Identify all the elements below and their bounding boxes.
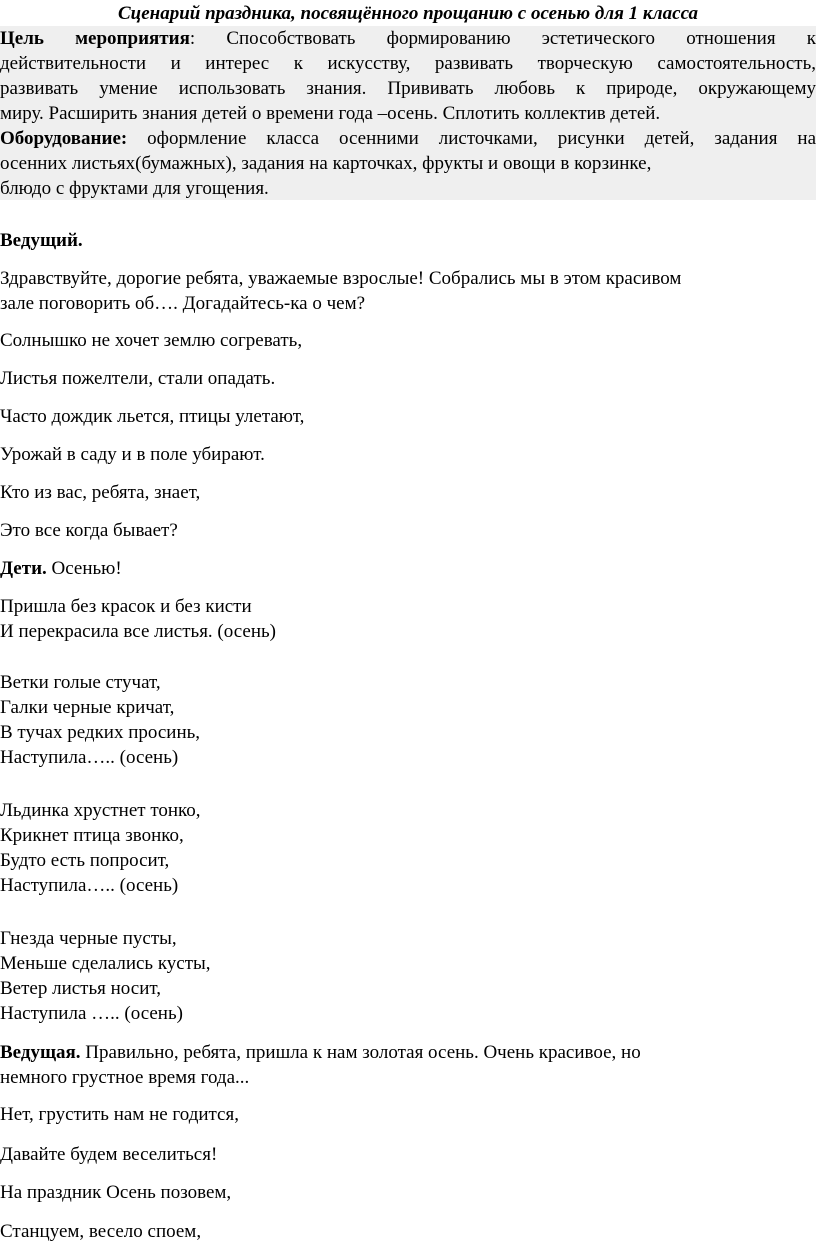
riddle-line: Галки черные кричат, <box>0 697 175 718</box>
equipment-label: Оборудование: <box>0 128 128 149</box>
riddle-line: И перекрасила все листья. (осень) <box>0 621 276 642</box>
riddle-line: Гнезда черные пусты, <box>0 928 177 949</box>
equipment-line-2: осенних листьях(бумажных), задания на карточках, фрукты и овощи в корзинке, <box>0 153 652 174</box>
goal-label: Цель мероприятия <box>0 28 190 49</box>
host-heading: Ведущий. <box>0 230 83 251</box>
hostess-label: Ведущая. <box>0 1042 81 1063</box>
final-line: На праздник Осень позовем, <box>0 1182 232 1203</box>
goal-line-3: развивать умение использовать знания. Прививать любовь к природе, окружающему <box>0 78 816 99</box>
riddle-line: Наступила….. (осень) <box>0 875 179 896</box>
riddle-line: Будто есть попросит, <box>0 850 170 871</box>
riddle-line: Меньше сделались кусты, <box>0 953 211 974</box>
final-line: Нет, грустить нам не годится, <box>0 1104 239 1125</box>
poem-line: Кто из вас, ребята, знает, <box>0 482 201 503</box>
poem-line: Это все когда бывает? <box>0 520 178 541</box>
riddle-line: В тучах редких просинь, <box>0 722 201 743</box>
riddle-1 <box>0 594 816 644</box>
hostess-line-2: немного грустное время года... <box>0 1067 250 1088</box>
final-line: Станцуем, весело споем, <box>0 1221 202 1242</box>
children-label: Дети. <box>0 558 47 579</box>
riddle-line: Крикнет птица звонко, <box>0 825 184 846</box>
hostess-paragraph <box>0 1040 816 1090</box>
children-line <box>0 556 816 581</box>
equipment-line-1: Оборудование: оформление класса осенними листочками, рисунки детей, задания на <box>0 128 816 149</box>
goal-paragraph <box>0 26 816 126</box>
equipment-line-3: блюдо с фруктами для угощения. <box>0 178 269 199</box>
riddle-2 <box>0 670 816 770</box>
poem-line: Часто дождик льется, птицы улетают, <box>0 406 305 427</box>
goal-line-2: действительности и интерес к искусству, развивать творческую самостоятельность, <box>0 53 816 74</box>
poem-line: Солнышко не хочет землю согревать, <box>0 330 303 351</box>
riddle-line: Наступила ….. (осень) <box>0 1003 183 1024</box>
hostess-line-1: Ведущая. Правильно, ребята, пришла к нам золотая осень. Очень красивое, но <box>0 1042 641 1063</box>
riddle-line: Наступила….. (осень) <box>0 747 179 768</box>
greeting-line-1: Здравствуйте, дорогие ребята, уважаемые взрослые! Собрались мы в этом красивом <box>0 268 682 289</box>
riddle-line: Пришла без красок и без кисти <box>0 596 252 617</box>
goal-line-1: Цель мероприятия: Способствовать формированию эстетического отношения к <box>0 28 816 49</box>
riddle-line: Ветки голые стучат, <box>0 672 161 693</box>
greeting-paragraph <box>0 266 816 316</box>
poem-line: Урожай в саду и в поле убирают. <box>0 444 265 465</box>
riddle-4 <box>0 926 816 1026</box>
goal-line-4: миру. Расширить знания детей о времени года –осень. Сплотить коллектив детей. <box>0 103 661 124</box>
document-title: Сценарий праздника, посвящённого прощанию с осенью для 1 класса <box>117 3 699 24</box>
equipment-paragraph <box>0 126 816 201</box>
final-line: Давайте будем веселиться! <box>0 1144 218 1165</box>
riddle-line: Льдинка хрустнет тонко, <box>0 800 201 821</box>
children-answer: Осенью! <box>46 558 122 579</box>
greeting-line-2: зале поговорить об…. Догадайтесь-ка о чем? <box>0 293 366 314</box>
riddle-line: Ветер листья носит, <box>0 978 161 999</box>
riddle-3 <box>0 798 816 898</box>
poem-line: Листья пожелтели, стали опадать. <box>0 368 276 389</box>
